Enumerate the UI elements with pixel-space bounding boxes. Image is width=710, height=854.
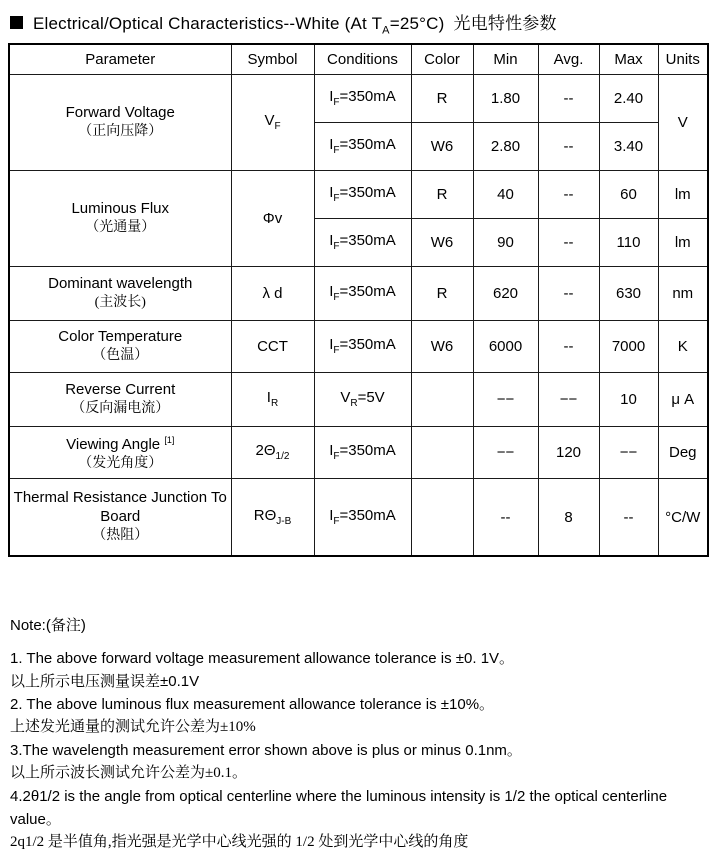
note-line-3-en: 3.The wavelength measurement error shown above is plus or minus 0.1nm。 — [10, 742, 522, 760]
cond-text: I — [329, 283, 334, 301]
cell-tr-min: -- — [473, 478, 538, 556]
fv-param-en: Forward Voltage — [65, 103, 175, 121]
cell-lf-r-units: lm — [658, 170, 708, 218]
cond-sub: F — [333, 241, 340, 253]
cell-lf-parameter — [9, 170, 231, 266]
note-line-4-cn: 2q1/2 是半值角,指光强是光学中心线光强的 1/2 处到光学中心线的角度 — [10, 834, 469, 851]
cell-dw-max: 630 — [599, 266, 658, 320]
note-line-2-en: 2. The above luminous flux measurement allowance tolerance is ±10%。 — [10, 696, 495, 714]
cell-va-conditions — [314, 426, 411, 478]
cell-fv-units: V — [658, 74, 708, 170]
note-line-3-cn: 以上所示波长测试允许公差为±0.1。 — [10, 765, 247, 782]
cond-sub: F — [333, 145, 340, 157]
cell-lf-w6-min: 90 — [473, 218, 538, 266]
cell-va-avg: 120 — [538, 426, 599, 478]
cond-text: =350mA — [339, 283, 396, 301]
cell-rc-color — [411, 372, 473, 426]
va-param-footnote-ref: [1] — [164, 434, 175, 445]
header-avg: Avg. — [538, 44, 599, 74]
va-symbol: 2Θ — [255, 442, 276, 460]
tr-symbol: RΘ — [253, 507, 277, 525]
note-line-1-en: 1. The above forward voltage measurement allowance tolerance is ±0. 1V。 — [10, 650, 515, 668]
cond-sub: F — [333, 451, 340, 463]
section-title — [0, 0, 710, 36]
cell-dw-avg: -- — [538, 266, 599, 320]
cell-tr-units: °C/W — [658, 478, 708, 556]
cell-rc-avg: −− — [538, 372, 599, 426]
cell-lf-w6-units: lm — [658, 218, 708, 266]
cell-ct-units: K — [658, 320, 708, 372]
table-row-reverse-current — [9, 372, 708, 426]
cell-lf-symbol: Φv — [231, 170, 314, 266]
cell-tr-conditions — [314, 478, 411, 556]
cell-lf-r-avg: -- — [538, 170, 599, 218]
cell-fv-w6-avg: -- — [538, 122, 599, 170]
note-line-4-en: 4.2θ1/2 is the angle from optical centerline where the luminous intensity is 1/2 the optical centerline value。 — [10, 788, 668, 829]
cell-rc-max: 10 — [599, 372, 658, 426]
cond-text: I — [329, 232, 334, 250]
cond-sub: F — [333, 345, 340, 357]
cell-fv-r-min: 1.80 — [473, 74, 538, 122]
cell-ct-color: W6 — [411, 320, 473, 372]
cond-text: I — [329, 336, 334, 354]
fv-symbol: V — [264, 112, 275, 130]
cond-text: =350mA — [339, 232, 396, 250]
cell-fv-w6-color: W6 — [411, 122, 473, 170]
cell-va-units: Deg — [658, 426, 708, 478]
cell-tr-avg: 8 — [538, 478, 599, 556]
notes-section — [10, 616, 702, 854]
cell-tr-parameter — [9, 478, 231, 556]
va-param-cn: （发光角度） — [78, 455, 163, 471]
cell-fv-r-color: R — [411, 74, 473, 122]
cell-rc-min: −− — [473, 372, 538, 426]
cell-dw-conditions — [314, 266, 411, 320]
cond-text: I — [329, 88, 334, 106]
cell-dw-parameter — [9, 266, 231, 320]
cond-text: V — [340, 389, 351, 407]
cell-ct-conditions — [314, 320, 411, 372]
cell-dw-symbol: λ d — [231, 266, 314, 320]
cell-fv-parameter — [9, 74, 231, 170]
cell-fv-w6-conditions — [314, 122, 411, 170]
table-row-luminous-flux-r — [9, 170, 708, 218]
tr-param-cn: （热阻） — [92, 528, 149, 544]
table-row-thermal-resistance — [9, 478, 708, 556]
section-title-text — [33, 9, 557, 36]
cond-text: =350mA — [339, 184, 396, 202]
square-bullet-icon — [10, 16, 23, 29]
cell-dw-color: R — [411, 266, 473, 320]
rc-param-en: Reverse Current — [65, 380, 176, 398]
cond-sub: F — [333, 516, 340, 528]
cell-rc-symbol — [231, 372, 314, 426]
notes-heading: Note:(备注) — [10, 617, 86, 635]
cell-fv-symbol — [231, 74, 314, 170]
cond-text: I — [329, 507, 334, 525]
cell-va-min: −− — [473, 426, 538, 478]
note-line-1-cn: 以上所示电压测量误差±0.1V — [10, 673, 200, 691]
cell-fv-r-avg: -- — [538, 74, 599, 122]
note-line-2-cn: 上述发光通量的测试允许公差为±10% — [10, 719, 256, 736]
cell-va-color — [411, 426, 473, 478]
cell-dw-min: 620 — [473, 266, 538, 320]
header-min: Min — [473, 44, 538, 74]
header-symbol: Symbol — [231, 44, 314, 74]
lf-param-cn: （光通量） — [85, 219, 156, 235]
cell-ct-max: 7000 — [599, 320, 658, 372]
cell-rc-conditions — [314, 372, 411, 426]
cell-lf-r-color: R — [411, 170, 473, 218]
cell-ct-avg: -- — [538, 320, 599, 372]
cell-lf-w6-color: W6 — [411, 218, 473, 266]
cond-text: =350mA — [339, 442, 396, 460]
table-row-dominant-wavelength — [9, 266, 708, 320]
table-row-color-temperature — [9, 320, 708, 372]
cell-fv-r-conditions — [314, 74, 411, 122]
tr-param-en: Thermal Resistance Junction To Board — [13, 489, 227, 526]
cell-lf-r-max: 60 — [599, 170, 658, 218]
cell-fv-r-max: 2.40 — [599, 74, 658, 122]
cond-text: I — [329, 136, 334, 154]
fv-param-cn: （正向压降） — [78, 123, 163, 139]
rc-symbol: I — [266, 389, 271, 407]
cell-ct-parameter — [9, 320, 231, 372]
cond-text: I — [329, 184, 334, 202]
table-row-forward-voltage-r — [9, 74, 708, 122]
cond-text: =350mA — [339, 136, 396, 154]
cond-sub: F — [333, 292, 340, 304]
lf-param-en: Luminous Flux — [71, 199, 170, 217]
cell-ct-symbol: CCT — [231, 320, 314, 372]
va-symbol-sub: 1/2 — [275, 451, 290, 463]
cell-va-max: −− — [599, 426, 658, 478]
title-en-end: =25°C) — [389, 14, 445, 33]
tr-symbol-sub: J-B — [276, 516, 292, 528]
cell-rc-units: μ A — [658, 372, 708, 426]
cond-text: I — [329, 442, 334, 460]
rc-symbol-sub: R — [270, 398, 279, 410]
header-color: Color — [411, 44, 473, 74]
cell-lf-w6-avg: -- — [538, 218, 599, 266]
ct-param-cn: （色温） — [92, 347, 149, 363]
cond-text: =350mA — [339, 88, 396, 106]
cond-sub: R — [350, 398, 358, 410]
va-param-en — [12, 431, 229, 454]
cell-va-symbol — [231, 426, 314, 478]
cell-lf-r-min: 40 — [473, 170, 538, 218]
va-param-text: Viewing Angle — [66, 435, 161, 453]
cell-rc-parameter — [9, 372, 231, 426]
cell-va-parameter — [9, 426, 231, 478]
cell-fv-w6-max: 3.40 — [599, 122, 658, 170]
cell-lf-w6-max: 110 — [599, 218, 658, 266]
cond-sub: F — [333, 193, 340, 205]
cond-text: =5V — [357, 389, 385, 407]
table-row-viewing-angle — [9, 426, 708, 478]
fv-symbol-sub: F — [274, 121, 281, 133]
cell-dw-units: nm — [658, 266, 708, 320]
title-cn: 光电特性参数 — [453, 14, 557, 33]
cell-tr-symbol — [231, 478, 314, 556]
header-units: Units — [658, 44, 708, 74]
dw-param-cn: (主波长) — [94, 294, 146, 310]
title-subscript: A — [382, 24, 390, 37]
ct-param-en: Color Temperature — [58, 327, 183, 345]
cell-tr-color — [411, 478, 473, 556]
cell-fv-w6-min: 2.80 — [473, 122, 538, 170]
cond-text: =350mA — [339, 507, 396, 525]
header-max: Max — [599, 44, 658, 74]
cell-lf-r-conditions — [314, 170, 411, 218]
dw-param-en: Dominant wavelength — [48, 274, 193, 292]
cell-tr-max: -- — [599, 478, 658, 556]
rc-param-cn: （反向漏电流） — [71, 400, 170, 416]
header-conditions: Conditions — [314, 44, 411, 74]
cell-lf-w6-conditions — [314, 218, 411, 266]
cond-text: =350mA — [339, 336, 396, 354]
cell-ct-min: 6000 — [473, 320, 538, 372]
title-en: Electrical/Optical Characteristics--White (At T — [33, 14, 383, 33]
header-row — [9, 44, 708, 74]
characteristics-table — [8, 43, 709, 557]
cond-sub: F — [333, 97, 340, 109]
header-parameter: Parameter — [9, 44, 231, 74]
